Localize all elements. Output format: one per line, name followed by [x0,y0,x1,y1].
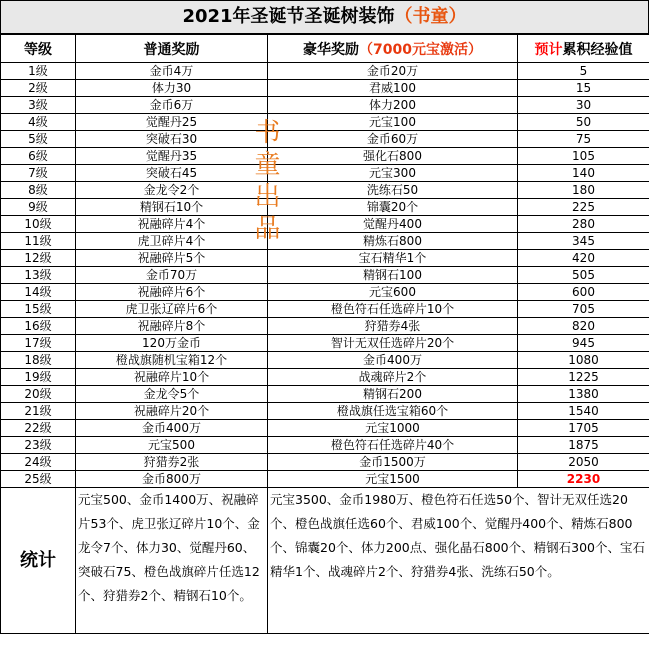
normal-reward-cell: 突破石45 [76,165,268,182]
level-cell: 14级 [1,284,76,301]
table-row [1,165,649,182]
table-row [1,63,649,80]
level-cell: 15级 [1,301,76,318]
title-author: （书童） [394,6,467,27]
normal-reward-cell: 金币800万 [76,471,268,488]
luxury-reward-cell: 精钢石100 [268,267,518,284]
title-main: 2021年圣诞节圣诞树装饰 [182,6,395,27]
luxury-reward-cell: 锦囊20个 [268,199,518,216]
table-row [1,233,649,250]
level-cell: 1级 [1,63,76,80]
exp-cell: 15 [518,80,649,97]
level-cell: 16级 [1,318,76,335]
normal-reward-cell: 祝融碎片6个 [76,284,268,301]
table-row [1,267,649,284]
luxury-reward-cell: 君威100 [268,80,518,97]
table-row [1,352,649,369]
level-cell: 9级 [1,199,76,216]
normal-reward-cell: 金龙令2个 [76,182,268,199]
table-row [1,216,649,233]
luxury-reward-cell: 元宝100 [268,114,518,131]
exp-cell: 75 [518,131,649,148]
level-cell: 3级 [1,97,76,114]
exp-cell: 280 [518,216,649,233]
reward-table [0,34,649,634]
header-luxury [268,35,518,63]
level-cell: 5级 [1,131,76,148]
luxury-reward-cell: 金币60万 [268,131,518,148]
luxury-reward-cell: 洗练石50 [268,182,518,199]
luxury-reward-cell: 体力200 [268,97,518,114]
summary-label: 统计 [1,488,76,634]
luxury-reward-cell: 金币400万 [268,352,518,369]
table-row [1,403,649,420]
header-level: 等级 [1,35,76,63]
normal-reward-cell: 元宝500 [76,437,268,454]
level-cell: 25级 [1,471,76,488]
table-row [1,199,649,216]
luxury-reward-cell: 橙色符石任选碎片40个 [268,437,518,454]
normal-reward-cell: 体力30 [76,80,268,97]
exp-cell: 2050 [518,454,649,471]
table-row [1,97,649,114]
table-row [1,250,649,267]
luxury-reward-cell: 智计无双任选碎片20个 [268,335,518,352]
luxury-reward-cell: 战魂碎片2个 [268,369,518,386]
exp-cell: 600 [518,284,649,301]
normal-reward-cell: 虎卫碎片4个 [76,233,268,250]
luxury-reward-cell: 元宝1000 [268,420,518,437]
level-cell: 4级 [1,114,76,131]
level-cell: 13级 [1,267,76,284]
normal-reward-cell: 金币400万 [76,420,268,437]
normal-reward-cell: 祝融碎片10个 [76,369,268,386]
luxury-reward-cell: 强化石800 [268,148,518,165]
table-body [1,63,649,488]
luxury-reward-cell: 元宝600 [268,284,518,301]
table-row [1,318,649,335]
normal-reward-cell: 祝融碎片4个 [76,216,268,233]
sheet-title [0,0,649,34]
luxury-reward-cell: 宝石精华1个 [268,250,518,267]
luxury-reward-cell: 金币1500万 [268,454,518,471]
luxury-reward-cell: 元宝1500 [268,471,518,488]
normal-reward-cell: 金币4万 [76,63,268,80]
table-row [1,182,649,199]
exp-cell: 140 [518,165,649,182]
table-row [1,386,649,403]
exp-cell: 820 [518,318,649,335]
watermark-text: 书童出品 [250,118,280,246]
normal-reward-cell: 金币6万 [76,97,268,114]
exp-cell: 1540 [518,403,649,420]
exp-cell: 1875 [518,437,649,454]
table-row [1,454,649,471]
level-cell: 24级 [1,454,76,471]
normal-reward-cell: 狩猎券2张 [76,454,268,471]
exp-cell: 180 [518,182,649,199]
exp-cell: 1380 [518,386,649,403]
level-cell: 11级 [1,233,76,250]
exp-cell: 225 [518,199,649,216]
table-row [1,471,649,488]
table-row [1,335,649,352]
luxury-reward-cell: 精炼石800 [268,233,518,250]
luxury-reward-cell: 狩猎券4张 [268,318,518,335]
table-row [1,369,649,386]
table-row [1,148,649,165]
header-exp-prefix: 预计 [534,41,563,58]
luxury-reward-cell: 橙战旗任选宝箱60个 [268,403,518,420]
level-cell: 22级 [1,420,76,437]
level-cell: 7级 [1,165,76,182]
normal-reward-cell: 金龙令5个 [76,386,268,403]
exp-cell: 945 [518,335,649,352]
level-cell: 23级 [1,437,76,454]
normal-reward-cell: 祝融碎片20个 [76,403,268,420]
level-cell: 10级 [1,216,76,233]
level-cell: 2级 [1,80,76,97]
normal-reward-cell: 金币70万 [76,267,268,284]
normal-reward-cell: 橙战旗随机宝箱12个 [76,352,268,369]
table-row [1,420,649,437]
normal-reward-cell: 祝融碎片8个 [76,318,268,335]
exp-cell: 1225 [518,369,649,386]
level-cell: 6级 [1,148,76,165]
normal-reward-cell: 精钢石10个 [76,199,268,216]
header-luxury-note: （7000元宝激活） [359,41,482,58]
luxury-reward-cell: 精钢石200 [268,386,518,403]
luxury-reward-cell: 金币20万 [268,63,518,80]
table-row [1,284,649,301]
summary-row [1,488,649,634]
level-cell: 20级 [1,386,76,403]
level-cell: 17级 [1,335,76,352]
exp-cell: 705 [518,301,649,318]
exp-cell: 345 [518,233,649,250]
table-row [1,301,649,318]
exp-cell: 105 [518,148,649,165]
level-cell: 19级 [1,369,76,386]
exp-cell: 420 [518,250,649,267]
exp-cell: 50 [518,114,649,131]
header-exp-rest: 累积经验值 [562,41,633,58]
table-row [1,131,649,148]
normal-reward-cell: 觉醒丹35 [76,148,268,165]
luxury-reward-cell: 元宝300 [268,165,518,182]
table-row [1,437,649,454]
level-cell: 8级 [1,182,76,199]
luxury-reward-cell: 橙色符石任选碎片10个 [268,301,518,318]
summary-normal: 元宝500、金币1400万、祝融碎片53个、虎卫张辽碎片10个、金龙令7个、体力30、觉醒丹60、突破石75、橙色战旗碎片任选12个、狩猎券2个、精钢石10个。 [76,488,268,634]
exp-cell: 1705 [518,420,649,437]
normal-reward-cell: 祝融碎片5个 [76,250,268,267]
header-normal: 普通奖励 [76,35,268,63]
level-cell: 21级 [1,403,76,420]
summary-luxury: 元宝3500、金币1980万、橙色符石任选50个、智计无双任选20个、橙色战旗任选60个、君威100个、觉醒丹400个、精炼石800个、锦囊20个、体力200点、强化晶石800个、精钢石300个、宝石精华1个、战魂碎片2个、狩猎券4张、洗练石50个。 [268,488,649,634]
exp-cell: 30 [518,97,649,114]
luxury-reward-cell: 觉醒丹400 [268,216,518,233]
header-exp [518,35,649,63]
exp-cell: 2230 [518,471,649,488]
exp-cell: 5 [518,63,649,80]
exp-cell: 505 [518,267,649,284]
level-cell: 18级 [1,352,76,369]
normal-reward-cell: 120万金币 [76,335,268,352]
normal-reward-cell: 觉醒丹25 [76,114,268,131]
normal-reward-cell: 突破石30 [76,131,268,148]
header-row [1,35,649,63]
table-row [1,114,649,131]
table-row [1,80,649,97]
normal-reward-cell: 虎卫张辽碎片6个 [76,301,268,318]
level-cell: 12级 [1,250,76,267]
exp-cell: 1080 [518,352,649,369]
header-luxury-main: 豪华奖励 [303,41,360,58]
